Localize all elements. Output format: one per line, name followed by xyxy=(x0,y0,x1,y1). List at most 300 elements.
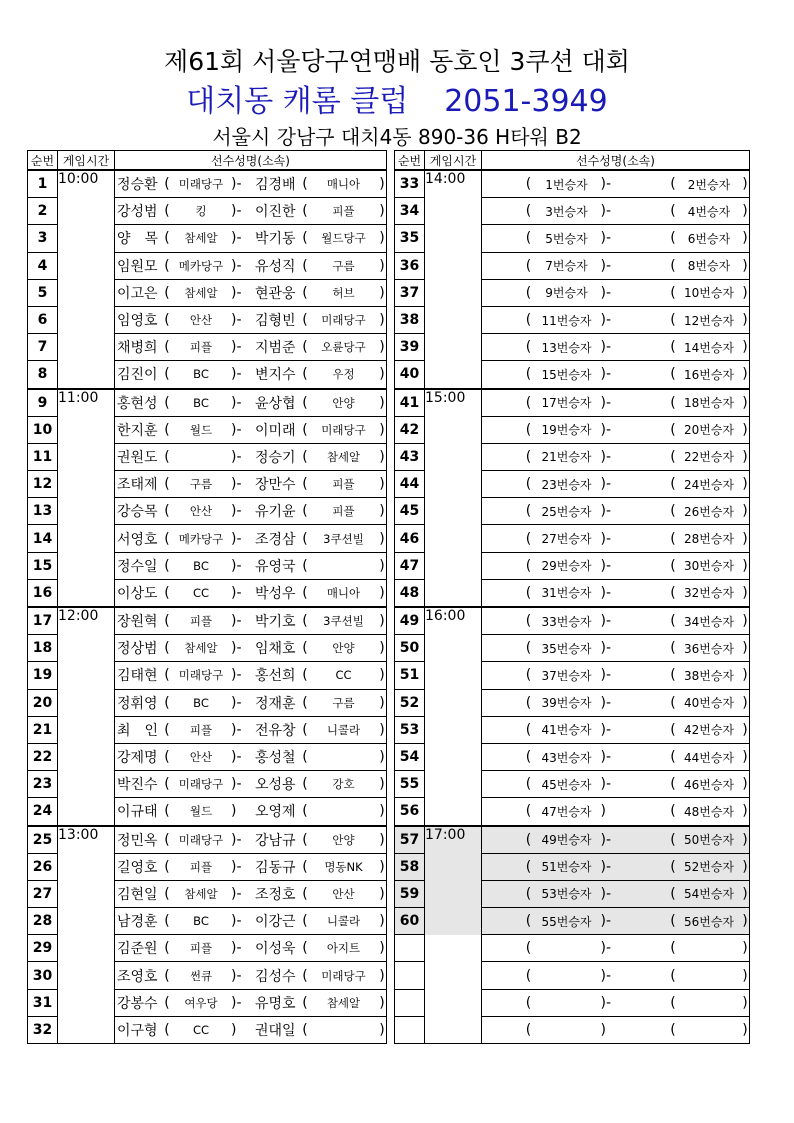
player2-name: 윤상협 xyxy=(255,395,296,412)
player1-club: CC xyxy=(192,585,210,600)
match-pairing xyxy=(482,443,750,470)
versus-separator: )- xyxy=(231,503,242,520)
player1-club: 피플 xyxy=(189,614,213,629)
match-number: 22 xyxy=(28,743,58,770)
paren-close: ) xyxy=(379,312,385,329)
paren-open: ( xyxy=(164,613,170,630)
paren-open: ( xyxy=(670,339,676,356)
match-pairing xyxy=(115,908,387,935)
player1-name: 김태현 xyxy=(117,668,158,685)
match-pairing xyxy=(115,525,387,552)
paren-open: ( xyxy=(164,749,170,766)
player1-club: BC xyxy=(193,558,209,573)
paren-open: ( xyxy=(670,694,676,711)
match-pairing xyxy=(482,389,750,417)
paren-open: ( xyxy=(164,448,170,465)
paren-open: ( xyxy=(670,448,676,465)
player1-club: 참세알 xyxy=(184,886,218,901)
match-pairing xyxy=(115,853,387,880)
player1-name: 임영호 xyxy=(117,313,158,330)
versus-separator: )- xyxy=(600,476,612,493)
match-pairing xyxy=(115,607,387,635)
player1-club: 피플 xyxy=(189,941,213,956)
match-number: 10 xyxy=(28,416,58,443)
player1-name: 이구형 xyxy=(117,1022,158,1039)
versus-separator: )- xyxy=(600,749,612,766)
player2-club: 안양 xyxy=(332,395,355,410)
paren-close: ) xyxy=(742,448,748,465)
paren-close: ) xyxy=(742,967,748,984)
paren-open: ( xyxy=(164,913,170,930)
paren-close: ) xyxy=(742,831,748,848)
paren-close: ) xyxy=(379,394,385,411)
player1-club: 안산 xyxy=(189,750,213,765)
paren-open: ( xyxy=(164,203,170,220)
match-pairing xyxy=(115,771,387,798)
match-number xyxy=(395,962,425,989)
paren-open: ( xyxy=(164,831,170,848)
player2-club: CC xyxy=(335,668,352,683)
versus-separator: )- xyxy=(600,831,612,848)
paren-close: ) xyxy=(742,230,748,247)
winner1-label: 9번승자 xyxy=(545,286,588,301)
player2-name: 변지수 xyxy=(255,367,296,384)
paren-open: ( xyxy=(302,940,308,957)
versus-separator: )- xyxy=(231,694,242,711)
paren-open: ( xyxy=(525,613,532,630)
paren-open: ( xyxy=(164,1021,170,1038)
versus-separator: )- xyxy=(600,940,612,957)
versus-separator: ) xyxy=(600,803,606,820)
paren-open: ( xyxy=(302,257,308,274)
winner1-label: 29번승자 xyxy=(541,559,592,574)
winner2-label: 32번승자 xyxy=(683,586,735,601)
versus-separator: ) xyxy=(231,803,237,820)
paren-close: ) xyxy=(379,339,385,356)
paren-open: ( xyxy=(670,530,676,547)
player2-club: 매니아 xyxy=(326,177,361,192)
winner1-label: 53번승자 xyxy=(541,887,592,902)
player2-club: 매니아 xyxy=(326,585,361,600)
paren-close: ) xyxy=(379,448,385,465)
player1-club: BC xyxy=(193,367,209,382)
game-time: 13:00 xyxy=(58,826,115,1044)
match-pairing xyxy=(482,716,750,743)
match-pairing xyxy=(482,989,750,1016)
paren-close: ) xyxy=(379,940,385,957)
paren-close: ) xyxy=(379,667,385,684)
match-number: 39 xyxy=(395,334,425,361)
winner1-label: 11번승자 xyxy=(541,313,592,328)
player2-club: 피플 xyxy=(332,504,355,519)
paren-close: ) xyxy=(379,994,385,1011)
paren-open: ( xyxy=(302,694,308,711)
paren-close: ) xyxy=(742,1021,748,1038)
versus-separator: )- xyxy=(600,967,612,984)
paren-open: ( xyxy=(670,476,676,493)
paren-open: ( xyxy=(302,640,308,657)
paren-open: ( xyxy=(525,476,532,493)
club-heading xyxy=(0,84,794,120)
player1-club: 피플 xyxy=(189,859,213,874)
match-pairing xyxy=(482,361,750,389)
match-pairing xyxy=(115,279,387,306)
paren-open: ( xyxy=(164,885,170,902)
paren-open: ( xyxy=(670,721,676,738)
paren-close: ) xyxy=(742,366,748,383)
paren-open: ( xyxy=(525,749,532,766)
player1-club: 안산 xyxy=(189,504,213,519)
winner1-label: 33번승자 xyxy=(541,614,592,629)
tournament-title: 제61회 서울당구연맹배 동호인 3쿠션 대회 xyxy=(164,47,630,76)
match-number: 23 xyxy=(28,771,58,798)
player1-name: 길영호 xyxy=(117,859,158,876)
paren-open: ( xyxy=(670,203,676,220)
match-number: 3 xyxy=(28,225,58,252)
paren-close: ) xyxy=(379,557,385,574)
versus-separator: )- xyxy=(600,640,612,657)
table-row xyxy=(395,389,750,417)
paren-close: ) xyxy=(742,640,748,657)
match-pairing xyxy=(482,579,750,607)
player1-club: BC xyxy=(193,695,209,710)
paren-open: ( xyxy=(164,176,170,193)
player2-name: 유영국 xyxy=(255,558,296,575)
versus-separator: )- xyxy=(231,885,242,902)
paren-close: ) xyxy=(379,284,385,301)
paren-close: ) xyxy=(742,885,748,902)
player1-name: 양 목 xyxy=(117,231,159,248)
versus-separator: )- xyxy=(600,694,612,711)
match-pairing xyxy=(482,962,750,989)
match-number: 16 xyxy=(28,579,58,607)
paren-open: ( xyxy=(525,803,532,820)
match-pairing xyxy=(115,798,387,826)
winner2-label: 8번승자 xyxy=(687,259,731,274)
paren-open: ( xyxy=(164,421,170,438)
table-row xyxy=(395,170,750,198)
winner2-label: 30번승자 xyxy=(683,559,735,574)
winner2-label: 54번승자 xyxy=(683,887,735,902)
match-pairing xyxy=(115,252,387,279)
paren-open: ( xyxy=(164,503,170,520)
versus-separator: )- xyxy=(231,858,242,875)
player1-name: 최 인 xyxy=(117,722,159,739)
player1-name: 강봉수 xyxy=(117,995,158,1012)
paren-open: ( xyxy=(164,366,170,383)
paren-open: ( xyxy=(302,721,308,738)
player1-name: 한지훈 xyxy=(117,422,158,439)
winner1-label: 15번승자 xyxy=(541,367,592,382)
paren-open: ( xyxy=(670,366,676,383)
paren-close: ) xyxy=(742,803,748,820)
versus-separator: )- xyxy=(231,530,242,547)
match-pairing xyxy=(482,225,750,252)
player2-name: 유기윤 xyxy=(255,504,296,521)
match-pairing xyxy=(482,635,750,662)
match-pairing xyxy=(482,416,750,443)
match-number: 19 xyxy=(28,662,58,689)
player1-name: 강제명 xyxy=(117,750,158,767)
player2-name: 김성수 xyxy=(255,968,296,985)
versus-separator: )- xyxy=(231,994,242,1011)
versus-separator: )- xyxy=(600,176,612,193)
paren-close: ) xyxy=(379,721,385,738)
player2-name: 박성우 xyxy=(255,585,296,602)
versus-separator: )- xyxy=(600,858,612,875)
paren-open: ( xyxy=(302,613,308,630)
paren-open: ( xyxy=(302,885,308,902)
paren-open: ( xyxy=(302,230,308,247)
winner2-label: 50번승자 xyxy=(683,833,735,848)
paren-open: ( xyxy=(525,994,532,1011)
paren-open: ( xyxy=(525,913,532,930)
versus-separator: )- xyxy=(231,421,242,438)
player1-name: 김준원 xyxy=(117,941,158,958)
paren-open: ( xyxy=(164,640,170,657)
versus-separator: )- xyxy=(231,967,242,984)
paren-close: ) xyxy=(379,858,385,875)
versus-separator: ) xyxy=(231,1021,237,1038)
paren-close: ) xyxy=(742,394,748,411)
match-number xyxy=(395,989,425,1016)
paren-open: ( xyxy=(164,476,170,493)
paren-open: ( xyxy=(670,858,676,875)
paren-close: ) xyxy=(379,613,385,630)
versus-separator: )- xyxy=(600,885,612,902)
winner1-label: 45번승자 xyxy=(541,777,592,792)
paren-close: ) xyxy=(742,312,748,329)
versus-separator: )- xyxy=(600,312,612,329)
table-row xyxy=(28,170,387,198)
player2-club: 오륜당구 xyxy=(321,340,366,355)
player1-name: 정상범 xyxy=(117,641,158,658)
player2-club: 니콜라 xyxy=(326,914,361,929)
paren-close: ) xyxy=(742,667,748,684)
match-number: 27 xyxy=(28,880,58,907)
versus-separator: )- xyxy=(600,667,612,684)
match-pairing xyxy=(482,607,750,635)
paren-open: ( xyxy=(302,476,308,493)
player2-name: 조경삼 xyxy=(255,531,296,548)
versus-separator: )- xyxy=(600,994,612,1011)
winner2-label: 24번승자 xyxy=(683,477,735,492)
player2-name: 박기호 xyxy=(255,614,296,631)
paren-open: ( xyxy=(525,530,532,547)
paren-close: ) xyxy=(379,776,385,793)
paren-open: ( xyxy=(525,776,532,793)
player2-name: 장만수 xyxy=(255,477,296,494)
paren-close: ) xyxy=(379,885,385,902)
match-number: 33 xyxy=(395,170,425,198)
paren-open: ( xyxy=(525,394,532,411)
versus-separator: )- xyxy=(231,721,242,738)
player2-club: 니콜라 xyxy=(326,722,361,737)
versus-separator: )- xyxy=(600,257,612,274)
match-number xyxy=(395,1016,425,1043)
versus-separator: )- xyxy=(231,448,242,465)
versus-separator: )- xyxy=(231,584,242,601)
paren-open: ( xyxy=(302,530,308,547)
match-pairing xyxy=(115,498,387,525)
player2-club: 명동NK xyxy=(324,859,363,874)
versus-separator: )- xyxy=(231,394,242,411)
paren-open: ( xyxy=(525,584,532,601)
paren-close: ) xyxy=(742,421,748,438)
paren-close: ) xyxy=(742,858,748,875)
versus-separator: )- xyxy=(231,913,242,930)
paren-open: ( xyxy=(525,312,532,329)
player2-name: 전유창 xyxy=(255,722,296,739)
player1-name: 정휘영 xyxy=(117,695,158,712)
paren-open: ( xyxy=(302,176,308,193)
player2-club: 강호 xyxy=(332,777,355,792)
paren-open: ( xyxy=(164,776,170,793)
paren-close: ) xyxy=(742,557,748,574)
match-pairing xyxy=(115,579,387,607)
paren-close: ) xyxy=(742,613,748,630)
versus-separator: )- xyxy=(600,394,612,411)
player2-name: 이강근 xyxy=(255,914,296,931)
paren-open: ( xyxy=(525,831,532,848)
versus-separator: )- xyxy=(231,640,242,657)
versus-separator: )- xyxy=(231,557,242,574)
paren-open: ( xyxy=(670,1021,676,1038)
match-pairing xyxy=(115,198,387,225)
match-pairing xyxy=(115,1016,387,1043)
paren-open: ( xyxy=(525,257,532,274)
paren-open: ( xyxy=(670,312,676,329)
paren-open: ( xyxy=(670,640,676,657)
match-number: 25 xyxy=(28,826,58,854)
paren-open: ( xyxy=(302,394,308,411)
player1-name: 김현일 xyxy=(117,886,158,903)
paren-open: ( xyxy=(164,803,170,820)
player1-name: 강성범 xyxy=(117,204,158,221)
match-pairing xyxy=(482,662,750,689)
match-number: 46 xyxy=(395,525,425,552)
paren-open: ( xyxy=(164,721,170,738)
player1-club: 참세알 xyxy=(184,641,218,656)
paren-open: ( xyxy=(302,667,308,684)
player1-name: 조영호 xyxy=(117,968,158,985)
player2-club: 허브 xyxy=(332,285,355,300)
player1-club: 미래당구 xyxy=(178,832,224,847)
paren-open: ( xyxy=(302,366,308,383)
col-header-no: 순번 xyxy=(28,151,58,171)
player2-club: 참세알 xyxy=(326,449,361,464)
winner2-label: 44번승자 xyxy=(683,750,735,765)
match-number: 29 xyxy=(28,935,58,962)
winner1-label: 43번승자 xyxy=(541,750,592,765)
table-header-row xyxy=(28,151,387,171)
paren-open: ( xyxy=(670,967,676,984)
winner1-label: 39번승자 xyxy=(541,696,592,711)
table-row xyxy=(395,607,750,635)
paren-open: ( xyxy=(525,230,532,247)
player1-club: 킹 xyxy=(195,204,207,219)
player2-name: 지범준 xyxy=(255,340,296,357)
match-number: 2 xyxy=(28,198,58,225)
winner2-label: 40번승자 xyxy=(683,696,735,711)
paren-open: ( xyxy=(302,967,308,984)
player2-name: 홍성철 xyxy=(255,750,296,767)
winner2-label: 36번승자 xyxy=(683,641,735,656)
match-pairing xyxy=(482,498,750,525)
paren-close: ) xyxy=(379,694,385,711)
paren-close: ) xyxy=(742,694,748,711)
match-pairing xyxy=(115,662,387,689)
player2-club: 안양 xyxy=(332,832,355,847)
versus-separator: )- xyxy=(600,503,612,520)
player2-name: 김동규 xyxy=(255,859,296,876)
paren-open: ( xyxy=(670,776,676,793)
paren-close: ) xyxy=(742,776,748,793)
winner1-label: 27번승자 xyxy=(541,532,592,547)
player2-name: 오영제 xyxy=(255,804,296,821)
paren-open: ( xyxy=(525,667,532,684)
match-number: 1 xyxy=(28,170,58,198)
player2-name: 조정호 xyxy=(255,886,296,903)
match-number: 59 xyxy=(395,880,425,907)
match-number: 54 xyxy=(395,743,425,770)
player1-club: 월드 xyxy=(189,422,213,437)
versus-separator: )- xyxy=(231,257,242,274)
paren-open: ( xyxy=(164,858,170,875)
col-header-no: 순번 xyxy=(395,151,425,171)
player2-name: 김경배 xyxy=(255,177,296,194)
versus-separator: )- xyxy=(231,176,242,193)
player2-name: 이미래 xyxy=(255,422,296,439)
winner2-label: 46번승자 xyxy=(683,777,735,792)
match-number: 31 xyxy=(28,989,58,1016)
paren-open: ( xyxy=(670,831,676,848)
match-number: 13 xyxy=(28,498,58,525)
match-number: 20 xyxy=(28,689,58,716)
winner1-label: 49번승자 xyxy=(541,833,592,848)
player2-club: 안산 xyxy=(332,886,355,901)
versus-separator: )- xyxy=(600,613,612,630)
player2-club: 3쿠션빌 xyxy=(323,614,364,629)
match-pairing xyxy=(115,635,387,662)
paren-open: ( xyxy=(525,967,532,984)
match-number: 6 xyxy=(28,306,58,333)
player2-club: 3쿠션빌 xyxy=(323,531,364,546)
match-number: 11 xyxy=(28,443,58,470)
paren-open: ( xyxy=(670,613,676,630)
player2-club: 미래당구 xyxy=(321,313,366,328)
paren-open: ( xyxy=(302,776,308,793)
player1-name: 권원도 xyxy=(117,449,158,466)
schedule-table-left xyxy=(27,150,387,1044)
paren-close: ) xyxy=(379,476,385,493)
winner2-label: 48번승자 xyxy=(683,804,735,819)
player2-name: 현관웅 xyxy=(255,285,296,302)
col-header-time: 게임시간 xyxy=(425,151,482,171)
winner2-label: 18번승자 xyxy=(683,396,735,411)
match-pairing xyxy=(115,989,387,1016)
match-pairing xyxy=(115,826,387,854)
paren-close: ) xyxy=(742,203,748,220)
table-row xyxy=(28,826,387,854)
paren-open: ( xyxy=(670,885,676,902)
paren-open: ( xyxy=(302,503,308,520)
match-pairing xyxy=(115,880,387,907)
match-pairing xyxy=(482,935,750,962)
winner1-label: 23번승자 xyxy=(541,477,592,492)
winner1-label: 51번승자 xyxy=(541,860,592,875)
player2-name: 정재훈 xyxy=(255,695,296,712)
